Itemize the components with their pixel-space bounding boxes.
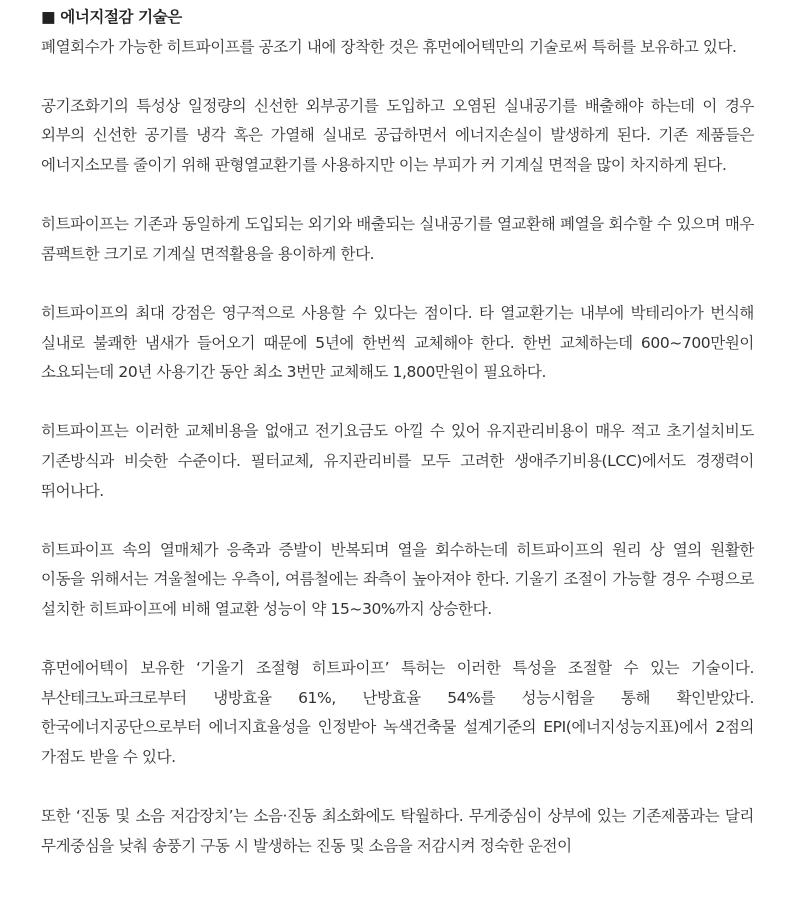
paragraph-4: 히트파이프의 최대 강점은 영구적으로 사용할 수 있다는 점이다. 타 열교환기는 내부에 박테리아가 번식해 실내로 불쾌한 냄새가 들어오기 때문에 5년에 한번씩 교체해야 한다. 한번 교체하는데 600~700만원이 소요되는데 20년 사용기간 동안 최소 3번만 교체해도 1,800만원이 필요하다. [41, 303, 754, 382]
paragraph-6: 히트파이프 속의 열매체가 응축과 증발이 반복되며 열을 회수하는데 히트파이프의 원리 상 열의 원활한 이동을 위해서는 겨울철에는 우측이, 여름철에는 좌측이 높아져야 한다. 기울기 조절이 가능할 경우 수평으로 설치한 히트파이프에 비해 열교환 성능이 약 15~30%까지 상승한다. [41, 540, 754, 618]
paragraph-7: 휴먼에어텍이 보유한 ‘기울기 조절형 히트파이프’ 특허는 이러한 특성을 조절할 수 있는 기술이다. 부산테크노파크로부터 냉방효율 61%, 난방효율 54%를 성능시험을 통해 확인받았다. 한국에너지공단으로부터 에너지효율성을 인정받아 녹색건축물 설계기준의 EPI(에너지성능지표)에서 2점의 가점도 받을 수 있다. [41, 659, 754, 766]
paragraph-5: 히트파이프는 이러한 교체비용을 없애고 전기요금도 아낄 수 있어 유지관리비용이 매우 적고 초기설치비도 기존방식과 비슷한 수준이다. 필터교체, 유지관리비를 모두 고려한 생애주기비용(LCC)에서도 경쟁력이 뛰어나다. [41, 422, 754, 500]
paragraph-3: 히트파이프는 기존과 동일하게 도입되는 외기와 배출되는 실내공기를 열교환해 폐열을 회수할 수 있으며 매우 콤팩트한 크기로 기계실 면적활용을 용이하게 한다. [41, 215, 754, 263]
paragraph-1: 폐열회수가 가능한 히트파이프를 공조기 내에 장착한 것은 휴먼에어텍만의 기술로써 특허를 보유하고 있다. [41, 37, 737, 56]
section-heading: ■ 에너지절감 기술은 [41, 8, 182, 26]
article-body [41, 0, 754, 891]
paragraph-2: 공기조화기의 특성상 일정량의 신선한 외부공기를 도입하고 오염된 실내공기를 배출해야 하는데 이 경우 외부의 신선한 공기를 냉각 혹은 가열해 실내로 공급하면서 에너지손실이 발생하게 된다. 기존 제품들은 에너지소모를 줄이기 위해 판형열교환기를 사용하지만 이는 부피가 커 기계실 면적을 많이 차지하게 된다. [41, 96, 754, 174]
paragraph-8: 또한 ‘진동 및 소음 저감장치’는 소음·진동 최소화에도 탁월하다. 무게중심이 상부에 있는 기존제품과는 달리 무게중심을 낮춰 송풍기 구동 시 발생하는 진동 및 소음을 저감시켜 정숙한 운전이 [41, 807, 754, 855]
